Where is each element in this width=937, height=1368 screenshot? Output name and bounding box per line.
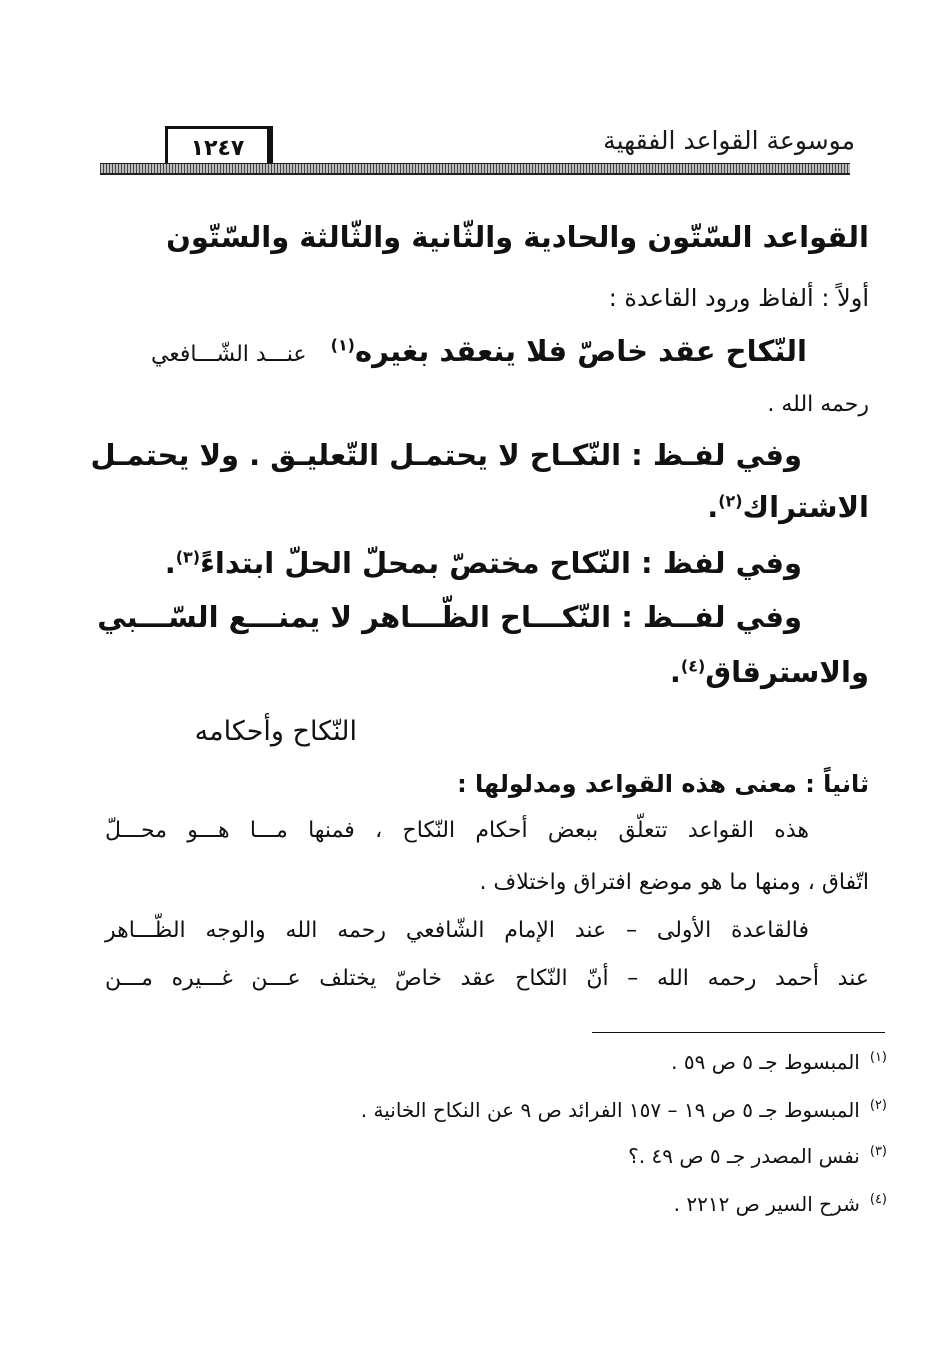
rule1-line2: رحمه الله . [767,392,869,417]
paragraph-line-4: عند أحمد رحمه الله – أنّ النّكاح عقد خاصّ يختلف عـــن غـــيره مـــن [105,966,869,991]
rule2-term: الاشتراك [742,490,869,524]
running-title: موسوعة القواعد الفقهية [603,126,855,155]
footnote-text: شرح السير ص ٢٢١٢ . [673,1192,860,1216]
rule1-line1 [105,334,807,368]
footnote-3 [628,1144,887,1168]
rule2-line1: وفي لفـظ : النّكـاح لا يحتمـل التّعليـق . ولا يحتمـل [90,438,802,472]
section-title: النّكاح وأحكامه [194,716,357,747]
footnote-number: (١) [869,1050,887,1066]
rule2-line2 [105,490,869,524]
paragraph-line-1: هذه القواعد تتعلّق ببعض أحكام النّكاح ، فمنها مـــا هـــو محـــلّ [105,818,809,843]
footnote-ref-3: (٣) [175,547,201,567]
paragraph-line-2: اتّفاق ، ومنها ما هو موضع افتراق واختلاف . [479,870,869,895]
paragraph-line-3: فالقاعدة الأولى – عند الإمام الشّافعي رحمه الله والوجه الظّـــاهر [105,918,809,943]
footnote-ref-4: (٤) [680,656,706,676]
footnote-text: المبسوط جـ ٥ ص ١٩ – ١٥٧ الفرائد ص ٩ عن النكاح الخانية . [360,1098,860,1122]
rule4-term: والاسترقاق [705,655,869,689]
rule4-line1: وفي لفــظ : النّكـــاح الظّـــاهر لا يمنـــع السّـــبي [97,600,802,634]
footnote-2 [361,1098,887,1122]
rule2-end: . [707,490,719,524]
rule3-text: وفي لفظ : النّكاح مختصّ بمحلّ الحلّ ابتداءً [200,546,802,580]
footnote-4 [674,1192,887,1216]
page-number: ١٢٤٧ [190,135,245,161]
footnote-ref-1: (١) [330,335,355,355]
rule3-end: . [164,546,176,580]
section1-heading: أولاً : ألفاظ ورود القاعدة : [608,284,869,312]
section2-heading: ثانياً : معنى هذه القواعد ومدلولها : [457,770,869,798]
footnote-1 [671,1050,887,1074]
rule1-bold-text: النّكاح عقد خاصّ فلا ينعقد بغيره [354,334,807,368]
footnote-number: (٤) [869,1192,887,1208]
footnote-number: (٣) [869,1144,887,1160]
rule1-rest: عنـــد الشّـــافعي [150,342,307,367]
rule4-end: . [669,655,681,689]
chapter-title: القواعد السّتّون والحادية والثّانية والثّالثة والسّتّون [166,220,869,254]
header-rule [100,163,850,175]
footnote-ref-2: (٢) [718,491,743,511]
footnote-separator [592,1032,885,1033]
rule4-line2 [105,655,869,689]
footnote-text: المبسوط جـ ٥ ص ٥٩ . [671,1050,860,1074]
footnote-text: نفس المصدر جـ ٥ ص ٤٩ .؟ [628,1144,860,1168]
rule3-line1 [105,546,802,580]
footnote-number: (٢) [869,1098,887,1114]
